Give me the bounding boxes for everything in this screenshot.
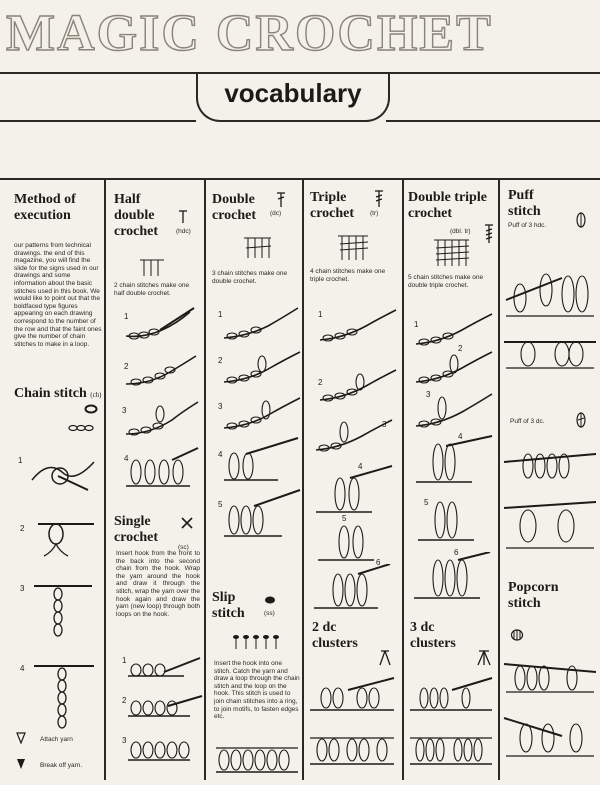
slip-illustration (214, 736, 300, 776)
chain-oval-icon (84, 404, 98, 414)
sc-step-2-illustration (124, 692, 204, 722)
hdc-caption: 2 chain stitches make one half double crochet. (114, 282, 190, 297)
sc-cross-icon (180, 516, 194, 530)
column-puff (500, 180, 600, 780)
column-method (0, 180, 104, 780)
chain-row-icon (68, 424, 98, 432)
tr-chart-icon (338, 234, 370, 262)
break-yarn-label: Break off yarn. (40, 762, 83, 769)
puff-symbol-icon (576, 212, 586, 228)
chain-step-number: 1 (18, 456, 23, 465)
chain-step-4-illustration (28, 656, 98, 736)
hdc-step-number: 1 (124, 312, 129, 321)
puff-3hdc-illustration-2 (502, 332, 598, 376)
header-rule-right (386, 120, 600, 122)
break-yarn-icon (16, 758, 26, 770)
chain-step-3-illustration (28, 576, 98, 646)
dbl-tr-step-number: 1 (414, 320, 419, 329)
tr-step-1-illustration (314, 306, 398, 346)
puff-dc-symbol-icon (576, 412, 586, 428)
hdc-step-1-illustration (120, 304, 200, 344)
puff-3dc-illustration-2 (502, 498, 598, 554)
dc-step-number: 5 (218, 500, 223, 509)
dc-clusters-illustration-bottom (308, 726, 398, 770)
chain-heading (14, 386, 102, 403)
hdc-symbol-icon (178, 210, 188, 224)
puff-3dc-illustration-1 (502, 448, 598, 484)
dc3-clusters-heading: 3 dc clusters (410, 620, 456, 651)
dc-clusters-heading: 2 dc clusters (312, 620, 358, 651)
puff-3hdc-illustration-1 (502, 260, 598, 320)
dbl-tr-step-number: 5 (424, 498, 429, 507)
dc-step-number: 3 (218, 402, 223, 411)
hdc-step-3-illustration (120, 396, 200, 440)
tr-step-5-illustration (312, 516, 396, 566)
dc-step-number: 2 (218, 356, 223, 365)
attach-yarn-label: Attach yarn (40, 736, 73, 743)
chain-abbr: (ch) (90, 391, 102, 399)
dbl-tr-step-6-illustration (408, 552, 492, 604)
double-heading: Double crochet (212, 192, 257, 223)
dc-abbr: (dc) (270, 210, 282, 217)
attach-yarn-icon (16, 732, 26, 744)
dbl-tr-step-3-illustration (410, 388, 494, 432)
dc3-clusters-illustration-bottom (408, 726, 496, 770)
dbl-tr-step-2-illustration (410, 348, 494, 388)
dbl-tr-chart-icon (434, 238, 470, 268)
tr-step-6-illustration (308, 564, 392, 614)
method-heading: Method of execution (14, 192, 76, 223)
dc-step-4-illustration (218, 436, 302, 486)
popcorn-illustration-1 (502, 656, 598, 696)
dc-step-3-illustration (218, 394, 302, 434)
column-double-triple (404, 180, 498, 780)
dc3-clusters-illustration-top (408, 676, 496, 716)
popcorn-heading: Popcorn stitch (508, 580, 559, 611)
slip-text: Insert the hook into one stitch. Catch the yarn and draw a loop through the chain stitch and the loop on the hook. This stitch is used to join chain stitches into a ring, to join motifs, to fasten edges etc. (214, 660, 300, 721)
column-double (206, 180, 302, 780)
chain-step-1-illustration (28, 450, 98, 494)
hdc-abbr: (hdc) (176, 228, 191, 235)
hdc-step-number: 3 (122, 406, 127, 415)
slip-dot-icon (264, 596, 276, 604)
dc-step-2-illustration (218, 348, 302, 388)
sc-abbr: (sc) (178, 544, 189, 551)
slip-heading: Slip stitch (212, 590, 245, 621)
column-triple (304, 180, 402, 780)
dc-symbol-icon (276, 192, 286, 208)
dbl-tr-step-4-illustration (410, 434, 494, 488)
popcorn-illustration-2 (502, 712, 598, 762)
dbl-tr-step-number: 4 (458, 432, 463, 441)
dbl-tr-caption: 5 chain stitches make one double triple crochet. (408, 274, 484, 289)
dbl-tr-abbr: (dbl. tr) (450, 228, 471, 235)
slip-abbr: (ss) (264, 610, 275, 617)
puff-3dc-label: Puff of 3 dc. (510, 418, 545, 425)
half-double-heading: Half double crochet (114, 192, 159, 239)
dc-step-number: 4 (218, 450, 223, 459)
sc-step-number: 2 (122, 696, 127, 705)
hdc-step-4-illustration (120, 446, 200, 490)
chain-step-number: 3 (20, 584, 25, 593)
dbl-tr-step-1-illustration (410, 310, 494, 350)
tr-step-2-illustration (314, 366, 398, 406)
dbl-tr-step-number: 6 (454, 548, 459, 557)
column-half-double (106, 180, 204, 780)
page-subtitle: vocabulary (224, 78, 362, 108)
method-text: our patterns from technical drawings. the end of this magazine, you will find the slide for the signs used in our drawings and some information about the basic stitches used in this book. We would like to point out that the boldfaced type figures appearing on each drawing correspond to the number of the row and that the faint ones give the number of chain stitches to make in a loop. (14, 242, 102, 348)
tr-caption: 4 chain stitches make one triple crochet. (310, 268, 386, 283)
subtitle-tab (196, 74, 390, 122)
title-banner (0, 0, 600, 80)
tr-symbol-icon (374, 190, 384, 208)
chain-step-2-illustration (30, 512, 100, 558)
tr-step-number: 4 (358, 462, 363, 471)
hdc-step-number: 2 (124, 362, 129, 371)
tr-abbr: (tr) (370, 210, 379, 217)
tr-step-number: 1 (318, 310, 323, 319)
dc-cluster-symbol-icon (378, 650, 392, 666)
sc-step-number: 3 (122, 736, 127, 745)
triple-heading: Triple crochet (310, 190, 355, 221)
sc-step-3-illustration (124, 734, 204, 766)
chain-step-number: 2 (20, 524, 25, 533)
puff-3hdc-label: Puff of 3 hdc. (508, 222, 547, 229)
sc-text: Insert hook from the front to the back into the second chain from the hook. Wrap the yarn around the hook and draw it through the stitch, wrap the yarn over the hook again and draw the yarn (new loop) through both loops on the hook. (116, 550, 200, 618)
tr-step-number: 5 (342, 514, 347, 523)
tr-step-number: 2 (318, 378, 323, 387)
dc-step-5-illustration (218, 486, 302, 542)
tr-step-number: 6 (376, 558, 381, 567)
slip-chart-icon (232, 634, 286, 650)
dbl-tr-step-5-illustration (412, 496, 496, 546)
puff-heading: Puff stitch (508, 188, 541, 219)
hdc-step-number: 4 (124, 454, 129, 463)
hdc-step-2-illustration (120, 350, 200, 390)
page-title: MAGIC CROCHET (6, 5, 493, 62)
sc-step-1-illustration (124, 652, 204, 682)
dc-caption: 3 chain stitches make one double crochet. (212, 270, 288, 285)
chain-step-number: 4 (20, 664, 25, 673)
hdc-chart-icon (140, 258, 166, 278)
dbl-tr-step-number: 3 (426, 390, 431, 399)
tr-step-number: 3 (382, 420, 387, 429)
chain-heading-label: Chain stitch (14, 386, 87, 401)
tr-step-3-illustration (310, 416, 394, 456)
single-heading: Single crochet (114, 514, 159, 545)
dc-step-1-illustration (218, 304, 302, 344)
dc-clusters-illustration-top (308, 676, 398, 716)
header-rule-left (0, 120, 196, 122)
dc-chart-icon (244, 236, 272, 260)
dc3-cluster-symbol-icon (476, 650, 492, 666)
tr-step-4-illustration (310, 464, 394, 518)
dbl-tr-symbol-icon (484, 224, 494, 244)
dbl-tr-step-number: 2 (458, 344, 463, 353)
sc-step-number: 1 (122, 656, 127, 665)
double-triple-heading: Double triple crochet (408, 190, 487, 221)
popcorn-symbol-icon (510, 628, 524, 642)
dc-step-number: 1 (218, 310, 223, 319)
